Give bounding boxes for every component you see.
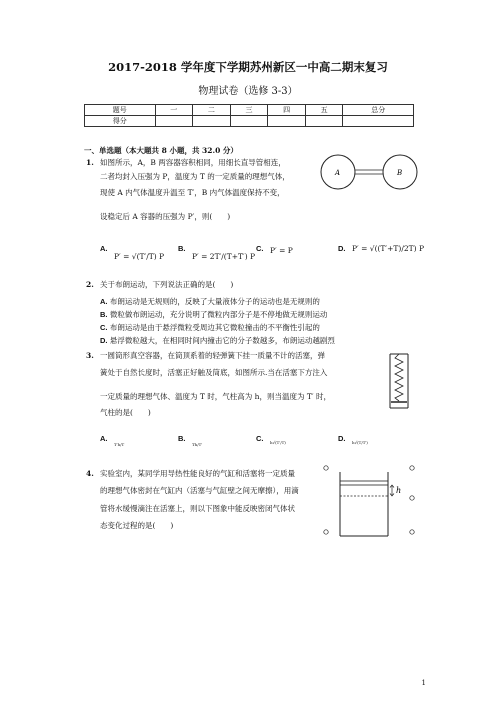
option-expression: h√(T′/T): [270, 440, 286, 445]
option-label: A.: [100, 244, 108, 253]
option-label: C.: [256, 244, 264, 253]
option-label: D.: [100, 336, 108, 345]
option-d[interactable]: [338, 434, 368, 445]
score-cell: 题号: [85, 105, 156, 116]
spring-cylinder-diagram: [386, 352, 412, 410]
option-expression: Th/T′: [192, 442, 203, 447]
question-number: 1.: [86, 158, 94, 167]
option-label: A.: [100, 297, 108, 306]
container-b-label: B: [397, 169, 403, 177]
question-text: 的理想气体密封在气缸内（活塞与气缸壁之间无摩擦），用滴: [100, 486, 299, 495]
option-label: B.: [100, 310, 108, 319]
score-table: [84, 104, 414, 127]
option-expression: P′ = √((T′+T)/2T) P: [352, 244, 425, 253]
score-cell[interactable]: [305, 116, 343, 127]
spring-icon: [395, 354, 403, 401]
option-label: C.: [256, 434, 264, 443]
ring-icon: [324, 530, 328, 534]
score-cell: 二: [193, 105, 231, 116]
question-text: 簧处于自然长度时，活塞正好触及筒底，如图所示.当在活塞下方注入: [100, 368, 328, 377]
question-text: 一定质量的理想气体、温度为 T 时，气柱高为 h，则当温度为 T′ 时，: [100, 392, 331, 401]
option-b[interactable]: [178, 434, 203, 447]
question-text: 态变化过程的是( ): [100, 521, 174, 530]
score-table-score-row: [85, 116, 414, 127]
option-a[interactable]: [100, 297, 320, 306]
ring-icon: [324, 466, 328, 470]
option-b[interactable]: [178, 244, 256, 261]
option-label: D.: [338, 244, 346, 253]
option-expression: P′ = 2T′/(T+T′) P: [192, 252, 256, 261]
ring-icon: [410, 466, 414, 470]
option-label: B.: [178, 434, 186, 443]
page-number: 1: [421, 679, 426, 688]
option-b[interactable]: [100, 310, 327, 319]
score-cell: 四: [268, 105, 306, 116]
container-a-label: A: [335, 169, 341, 177]
score-cell: 总分: [343, 105, 414, 116]
question-text: 关于布朗运动，下列说法正确的是( ): [100, 280, 234, 289]
option-label: B.: [178, 244, 186, 253]
section-heading: 一、单选题（本大题共 8 小题，共 32.0 分）: [84, 146, 238, 155]
option-expression: h√(T/T′): [352, 440, 368, 445]
option-text: 悬浮微粒越大，在相同时间内撞击它的分子数越多，布朗运动越剧烈: [109, 336, 335, 345]
option-a[interactable]: [100, 434, 125, 447]
ring-icon: [410, 530, 414, 534]
option-c[interactable]: [100, 323, 320, 332]
option-text: 布朗运动是无规则的，反映了大量液体分子的运动也是无规则的: [109, 297, 320, 306]
document-subtitle: 物理试卷（选修 3-3）: [198, 86, 298, 97]
question-text: 气柱的是( ): [100, 408, 151, 417]
option-expression: P′ = P: [270, 246, 293, 255]
score-cell[interactable]: [343, 116, 414, 127]
score-cell: 一: [155, 105, 193, 116]
two-containers-diagram: [318, 152, 418, 194]
document-title: 2017-2018 学年度下学期苏州新区一中高二期末复习: [108, 60, 388, 74]
question-text: 一圆筒形真空容器，在筒顶系着的轻弹簧下挂一质量不计的活塞，弹: [100, 351, 325, 360]
question-number: 4.: [86, 469, 94, 478]
question-text: 管将水缓慢滴注在活塞上，则以下图象中能反映密闭气体状: [100, 504, 295, 513]
score-cell: 得分: [85, 116, 156, 127]
piston: [340, 481, 388, 485]
score-cell[interactable]: [155, 116, 193, 127]
score-cell: 三: [230, 105, 268, 116]
question-text: 实验室内，某同学用导热性能良好的气缸和活塞将一定质量: [100, 469, 295, 478]
question-number: 3.: [86, 351, 94, 360]
question-text: 二者均封入压强为 P，温度为 T 的一定质量的理想气体，: [100, 172, 290, 181]
ring-icon: [410, 496, 414, 500]
question-text: 如图所示，A，B 两容器容积相同，用细长直导管相连，: [100, 158, 286, 167]
option-d[interactable]: [100, 336, 335, 345]
option-label: C.: [100, 323, 108, 332]
option-d[interactable]: [338, 244, 425, 253]
option-expression: P′ = √(T′/T) P: [114, 252, 165, 261]
option-c[interactable]: [256, 244, 293, 255]
option-text: 布朗运动是由于悬浮微粒受周边其它微粒撞击的不平衡性引起的: [109, 323, 320, 332]
score-cell[interactable]: [268, 116, 306, 127]
score-cell: 五: [305, 105, 343, 116]
score-table-header-row: [85, 105, 414, 116]
score-cell[interactable]: [193, 116, 231, 127]
option-c[interactable]: [256, 434, 286, 445]
question-text: 现使 A 内气体温度升温至 T′，B 内气体温度保持不变，: [100, 188, 285, 197]
question-text: 设稳定后 A 容器的压强为 P′，则( ): [100, 212, 231, 221]
height-label: h: [396, 486, 402, 495]
option-expression: T′h/T: [114, 442, 125, 447]
cylinder-piston-diagram: [322, 462, 418, 540]
option-label: D.: [338, 434, 346, 443]
option-text: 微粒做布朗运动，充分说明了微粒内部分子是不停地做无规则运动: [109, 310, 328, 319]
option-label: A.: [100, 434, 108, 443]
question-number: 2.: [86, 280, 94, 289]
score-cell[interactable]: [230, 116, 268, 127]
option-a[interactable]: [100, 244, 165, 261]
